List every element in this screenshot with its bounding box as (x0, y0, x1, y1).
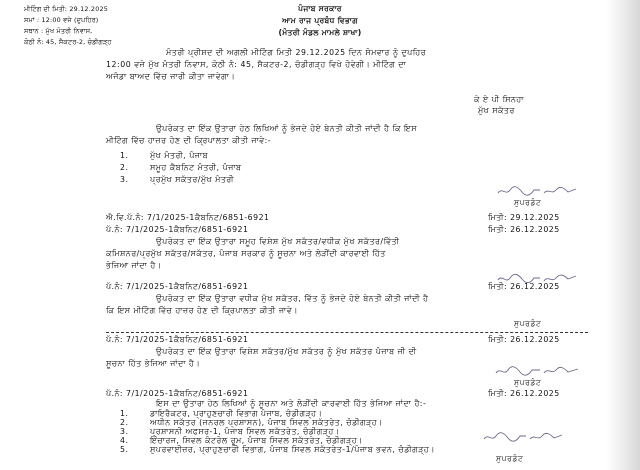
endorsement-reference: ਐ.ਵਿ.ਪੱ.ਨੰ: 7/1/2025-1ਕੈਬਨਿਟ/6851-6921 (106, 213, 270, 222)
page-edge-shadow (606, 0, 640, 470)
superintendent-title: ਸੁਪਰਡੰਟ (496, 454, 524, 463)
recipient-number: 4. (120, 436, 129, 445)
chief-secretary-title: ਮੁੱਖ ਸਕੱਤਰ (478, 106, 515, 115)
signature-scrawl (494, 364, 582, 378)
recipient-item: ਸੁਪਰਵਾਈਜ਼ਰ, ਪ੍ਰਾਹੁਣਚਾਰੀ ਵਿਭਾਗ, ਪੰਜਾਬ ਸਿਵਲ ਸਕੱਤਰੇਤ-1/ਪੰਜਾਬ ਭਵਨ, ਚੰਡੀਗੜ੍ਹ। (150, 445, 435, 454)
endorsement-reference: ਪੱ.ਨੰ: 7/1/2025-1ਕੈਬਨਿਟ/6851-6921 (106, 335, 249, 344)
addressee-number: 3. (120, 175, 129, 184)
endorsement-text-line: ਉਪਰੋਕਤ ਦਾ ਇੱਕ ਉਤਾਰਾ ਵਧੀਕ ਮੁੱਖ ਸਕੱਤਰ, ਵਿੱਤ ਨੂੰ ਭੇਜਦੇ ਹੋਏ ਬੇਨਤੀ ਕੀਤੀ ਜਾਂਦੀ ਹੈ (156, 294, 429, 303)
endorsement-reference: ਪੱ.ਨੰ: 7/1/2025-1ਕੈਬਨਿਟ/6851-6921 (106, 389, 249, 398)
recipient-number: 1. (120, 409, 129, 418)
endorsement-text-line: ਇਸ ਦਾ ਉਤਾਰਾ ਹੇਠ ਲਿਖਿਆਂ ਨੂੰ ਸੂਚਨਾ ਅਤੇ ਲੋੜੀਂਦੀ ਕਾਰਵਾਈ ਹਿੱਤ ਭੇਜਿਆ ਜਾਂਦਾ ਹੈ:- (156, 399, 427, 408)
endorsement-text-line: ਕਿ ਇਸ ਮੀਟਿੰਗ ਵਿੱਚ ਹਾਜ਼ਰ ਹੋਣ ਦੀ ਕ੍ਰਿਪਾਲਤਾ ਕੀਤੀ ਜਾਵੇ। (106, 306, 298, 315)
superintendent-title: ਸੁਪਰਡੰਟ (514, 378, 542, 387)
signature-scrawl (496, 184, 580, 198)
copy-request-line-2: ਮੀਟਿੰਗ ਵਿੱਚ ਹਾਜ਼ਰ ਹੋਣ ਦੀ ਕ੍ਰਿਪਾਲਤਾ ਕੀਤੀ ਜਾਵੇ:- (106, 136, 272, 145)
meeting-time: ਸਮਾਂ : 12:00 ਵਜੇ (ਦੁਪਹਿਰ) (24, 16, 99, 24)
endorsement-text-line: ਸੂਚਨਾ ਹਿੱਤ ਭੇਜਿਆ ਜਾਂਦਾ ਹੈ। (106, 359, 201, 368)
endorsement-date: ਮਿਤੀ: 26.12.2025 (488, 389, 560, 398)
recipient-number: 2. (120, 418, 129, 427)
header-branch: (ਮੰਤਰੀ ਮੰਡਲ ਮਾਮਲੇ ਸ਼ਾਖਾ) (278, 28, 362, 37)
endorsement-date: ਮਿਤੀ: 26.12.2025 (488, 282, 560, 291)
endorsement-text-line: ਕਮਿਸ਼ਨਰ/ਪ੍ਰਮੁੱਖ ਸਕੱਤਰ/ਸਕੱਤਰ, ਪੰਜਾਬ ਸਰਕਾਰ ਨੂੰ ਸੂਚਨਾ ਅਤੇ ਲੋੜੀਂਦੀ ਕਾਰਵਾਈ ਹਿੱਤ (106, 249, 386, 258)
addressee-number: 1. (120, 151, 129, 160)
addressee-item: ਮੁੱਖ ਮੰਤਰੀ, ਪੰਜਾਬ (150, 151, 209, 160)
endorsement-date: ਮਿਤੀ: 26.12.2025 (488, 225, 560, 234)
superintendent-title: ਸੁਪਰਡੰਟ (514, 319, 542, 328)
recipient-number: 3. (120, 427, 129, 436)
chief-secretary-name: ਕੇ ਏ ਪੀ ਸਿਨਹਾ (474, 95, 524, 104)
recipient-item: ਡਾਇਰੈਕਟਰ, ਪ੍ਰਾਹੁਣਚਾਰੀ ਵਿਭਾਗ ਪੰਜਾਬ, ਚੰਡੀਗੜ੍ਹ। (150, 409, 323, 418)
recipient-number: 5. (120, 445, 129, 454)
intro-line-3: ਅਜੰਡਾ ਬਾਅਦ ਵਿੱਚ ਜਾਰੀ ਕੀਤਾ ਜਾਵੇਗਾ। (106, 72, 236, 81)
endorsement-text-line: ਭੇਜਿਆ ਜਾਂਦਾ ਹੈ। (106, 261, 162, 270)
endorsement-reference: ਪੱ.ਨੰ: 7/1/2025-1ਕੈਬਨਿਟ/6851-6921 (106, 225, 249, 234)
endorsement-reference: ਪੱ.ਨੰ: 7/1/2025-1ਕੈਬਨਿਟ/6851-6921 (106, 282, 249, 291)
intro-line-1: ਮੰਤਰੀ ਪ੍ਰੀਸ਼ਦ ਦੀ ਅਗਲੀ ਮੀਟਿੰਗ ਮਿਤੀ 29.12.2025 ਦਿਨ ਸੋਮਵਾਰ ਨੂੰ ਦੁਪਹਿਰ (166, 48, 426, 57)
endorsement-date: ਮਿਤੀ: 26.12.2025 (488, 335, 560, 344)
signature-scrawl (482, 430, 566, 444)
header-department: ਆਮ ਰਾਜ ਪ੍ਰਬੰਧ ਵਿਭਾਗ (282, 16, 358, 25)
intro-line-2: 12:00 ਵਜੇ ਮੁੱਖ ਮੰਤਰੀ ਨਿਵਾਸ, ਕੋਠੀ ਨੰ: 45, ਸੈਕਟਰ-2, ਚੰਡੀਗੜ੍ਹ ਵਿਖੇ ਹੋਵੇਗੀ। ਮੀਟਿੰਗ ਦਾ (106, 60, 407, 69)
section-divider (106, 332, 588, 333)
endorsement-text-line: ਉਪਰੋਕਤ ਦਾ ਇੱਕ ਉਤਾਰਾ ਸਮੂਹ ਵਿਸ਼ੇਸ਼ ਮੁੱਖ ਸਕੱਤਰ/ਵਧੀਕ ਮੁੱਖ ਸਕੱਤਰ/ਵਿੱਤੀ (156, 237, 400, 246)
recipient-item: ਇੰਚਾਰਜ, ਸਿਵਲ ਕੰਟਰੋਲ ਰੂਮ, ਪੰਜਾਬ ਸਿਵਲ ਸਕੱਤਰੇਤ, ਚੰਡੀਗੜ੍ਹ। (150, 436, 363, 445)
addressee-number: 2. (120, 163, 129, 172)
header-government: ਪੰਜਾਬ ਸਰਕਾਰ (298, 4, 342, 13)
meeting-place-line2: ਕੋਠੀ ਨੰ: 45, ਸੈਕਟਰ-2, ਚੰਡੀਗੜ੍ਹ (24, 38, 112, 46)
meeting-date: ਮੀਟਿੰਗ ਦੀ ਮਿਤੀ: 29.12.2025 (24, 5, 108, 13)
copy-request-line-1: ਉਪਰੋਕਤ ਦਾ ਇੱਕ ਉਤਾਰਾ ਹੇਠ ਲਿਖਿਆਂ ਨੂੰ ਭੇਜਦੇ ਹੋਏ ਬੇਨਤੀ ਕੀਤੀ ਜਾਂਦੀ ਹੈ ਕਿ ਇਸ (156, 124, 417, 133)
addressee-item: ਸਮੂਹ ਕੈਬਨਿਟ ਮੰਤਰੀ, ਪੰਜਾਬ (150, 163, 242, 172)
recipient-item: ਅਧੀਨ ਸਕੱਤਰ (ਜਨਰਲ ਪ੍ਰਸ਼ਾਸਨ), ਪੰਜਾਬ ਸਿਵਲ ਸਕੱਤਰੇਤ, ਚੰਡੀਗੜ੍ਹ। (150, 418, 383, 427)
endorsement-text-line: ਉਪਰੋਕਤ ਦਾ ਇੱਕ ਉਤਾਰਾ ਵਿਸ਼ੇਸ਼ ਸਕੱਤਰ/ਮੁੱਖ ਸਕੱਤਰ ਨੂੰ ਮੁੱਖ ਸਕੱਤਰ ਪੰਜਾਬ ਜੀ ਦੀ (156, 347, 417, 356)
meeting-place-line1: ਸਥਾਨ : ਮੁੱਖ ਮੰਤਰੀ ਨਿਵਾਸ, (24, 27, 93, 35)
endorsement-date: ਮਿਤੀ: 29.12.2025 (488, 213, 560, 222)
superintendent-title: ਸੁਪਰਡੰਟ (514, 198, 542, 207)
recipient-item: ਪ੍ਰਸ਼ਾਸਨੀ ਅਫਸਰ-1, ਪੰਜਾਬ ਸਿਵਲ ਸਕੱਤਰੇਤ, ਚੰਡੀਗੜ੍ਹ। (150, 427, 340, 436)
addressee-item: ਪ੍ਰਮੁੱਖ ਸਕੱਤਰ/ਮੁੱਖ ਮੰਤਰੀ (150, 175, 235, 184)
